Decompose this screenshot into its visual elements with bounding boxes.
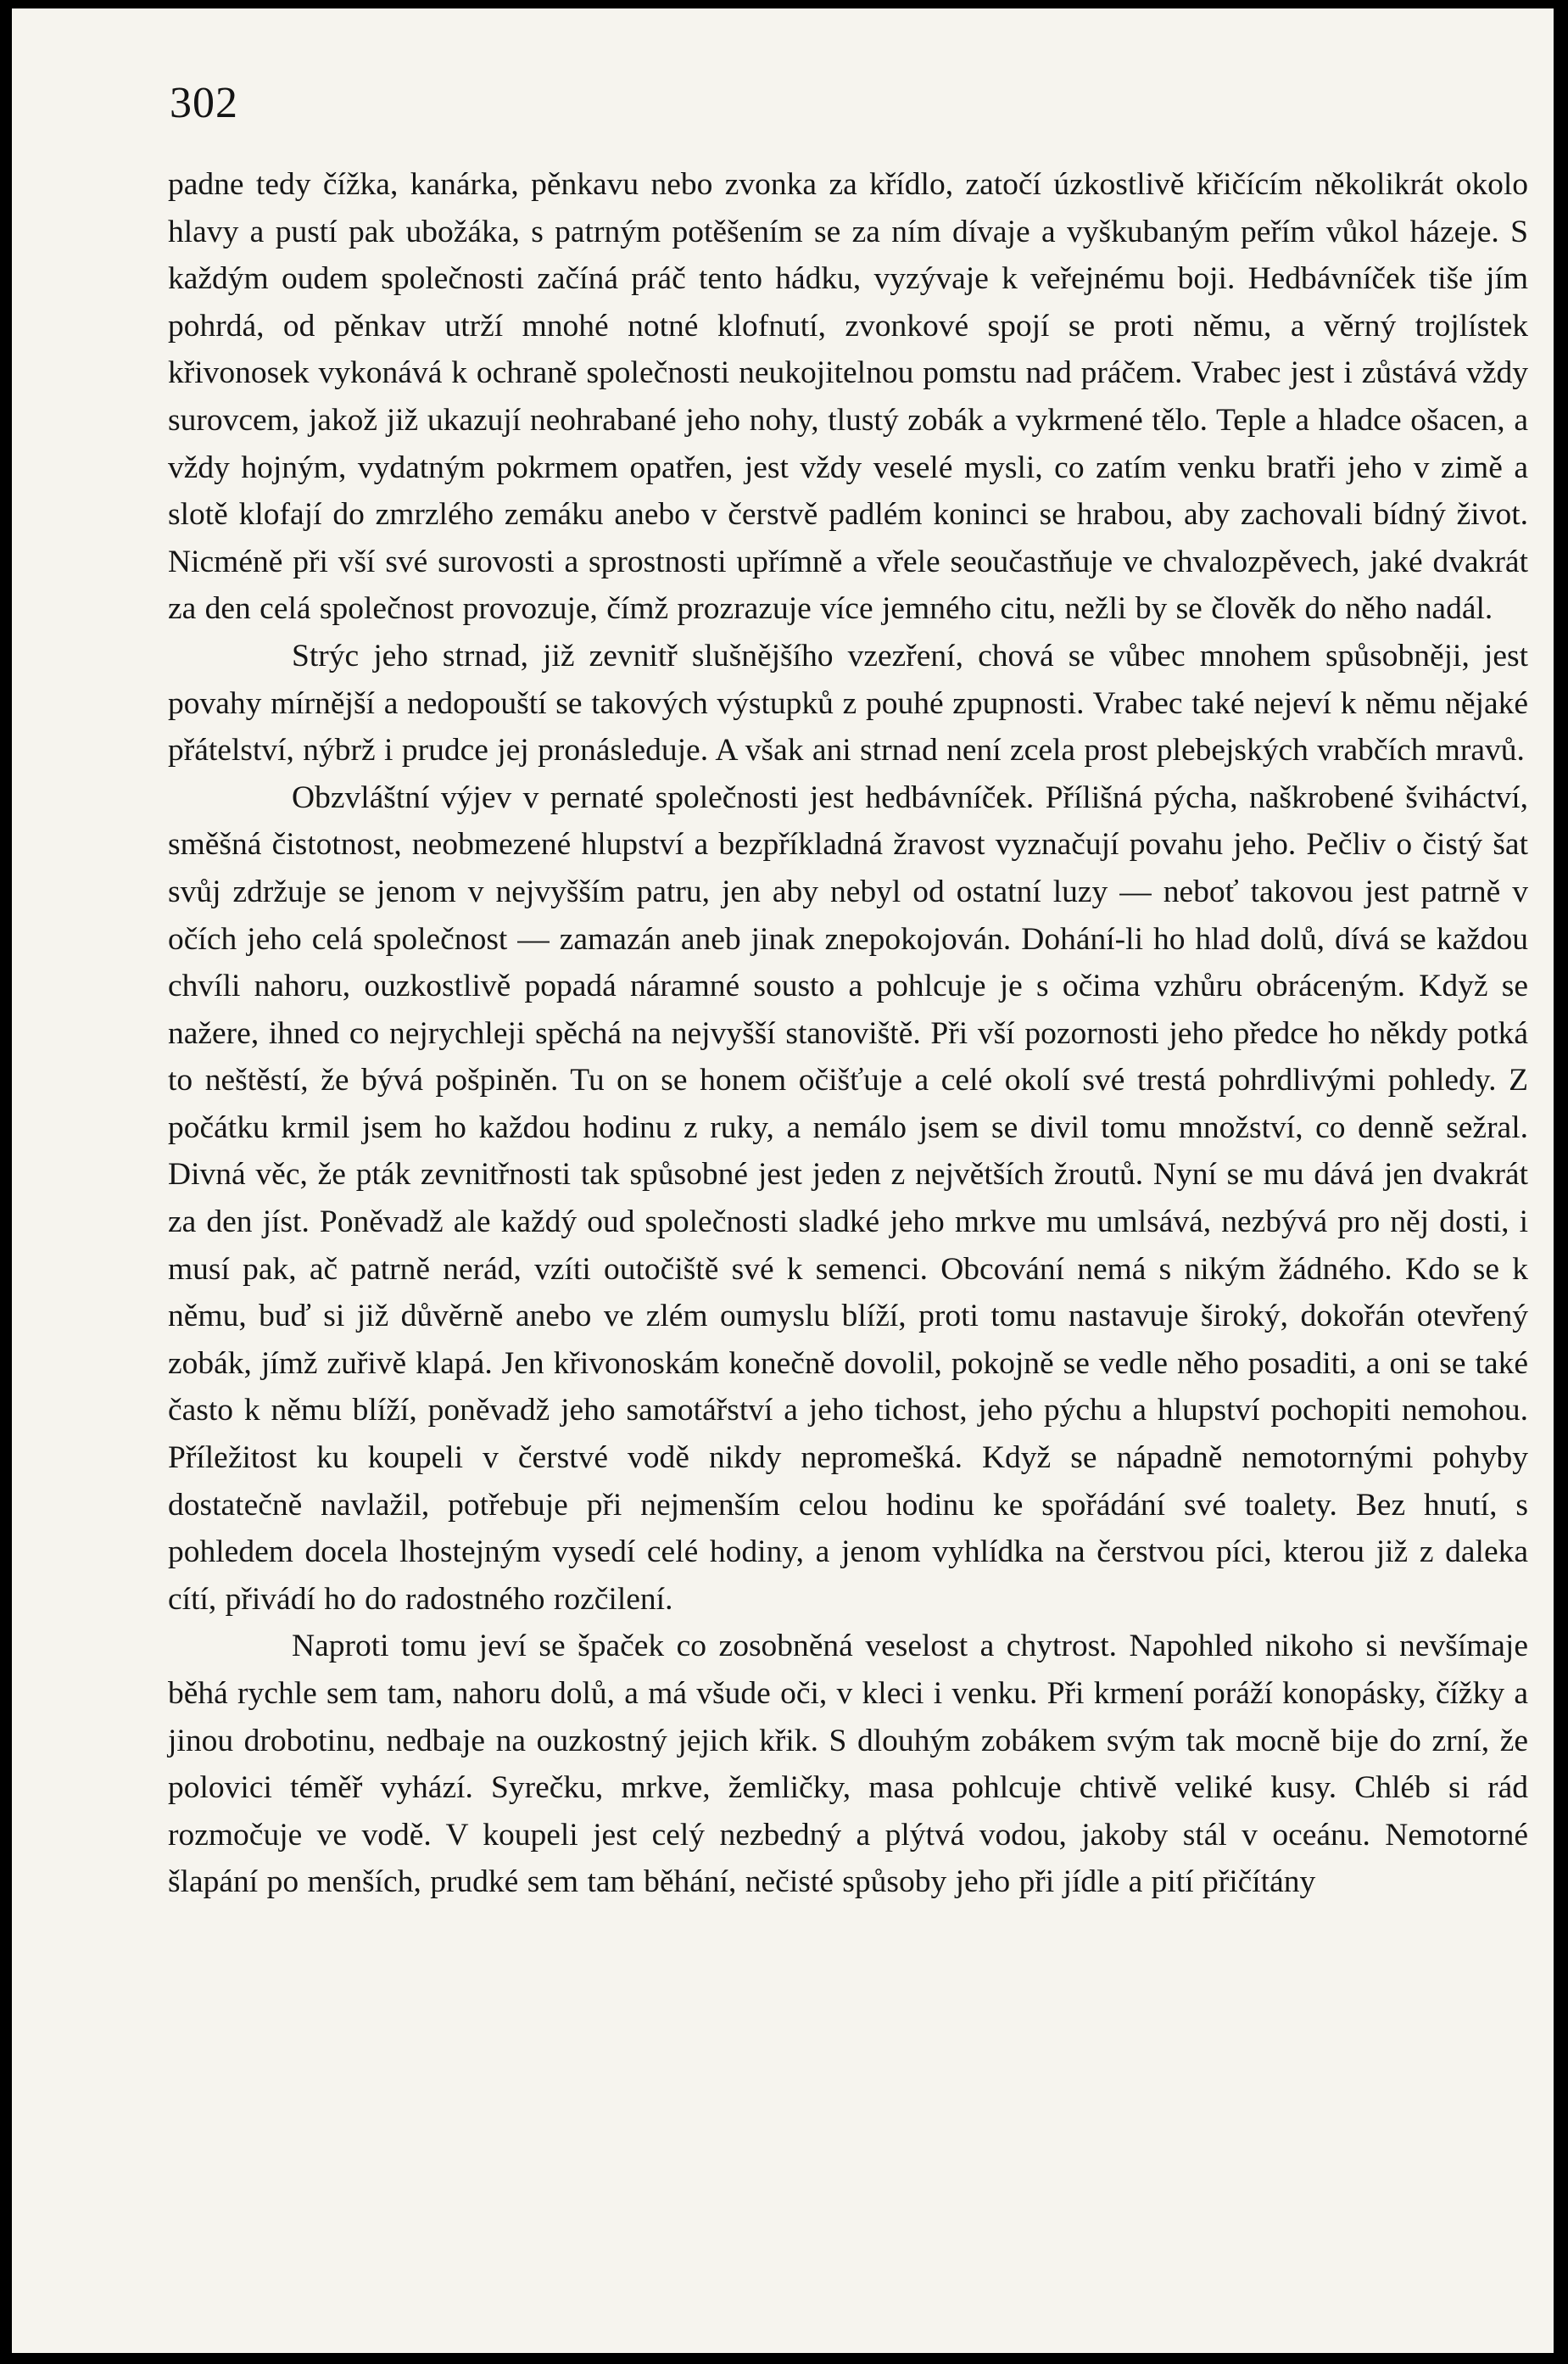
body-text [168, 161, 1528, 1906]
page-number: 302 [170, 79, 238, 127]
book-page [12, 8, 1554, 2353]
paragraph-2: Strýc jeho strnad, již zevnitř slušnějšího vzezření, chová se vůbec mnohem spůsobněji, jest povahy mírnější a nedopouští se takových výstupků z pouhé zpupnosti. Vrabec také nejeví k němu nějaké přátelství, nýbrž i prudce jej pronásleduje. A však ani strnad není zcela prost plebejských vrabčích mravů. [168, 638, 1528, 768]
paragraph-1: padne tedy čížka, kanárka, pěnkavu nebo zvonka za křídlo, zatočí úzkostlivě křičícím několikrát okolo hlavy a pustí pak ubožáka, s patrným potěšením se za ním dívaje a vyškubaným peřím vůkol házeje. S každým oudem společnosti začíná práč tento hádku, vyzývaje k veřejnému boji. Hedbávníček tiše jím pohrdá, od pěnkav utrží mnohé notné klofnutí, zvonkové spojí se proti němu, a věrný trojlístek křivonosek vykonává k ochraně společnosti neukojitelnou pomstu nad práčem. Vrabec jest i zůstává vždy surovcem, jakož již ukazují neohrabané jeho nohy, tlustý zobák a vykrmené tělo. Teple a hladce ošacen, a vždy hojným, vydatným pokrmem opatřen, jest vždy veselé mysli, co zatím venku bratři jeho v zimě a slotě klofají do zmrzlého zemáku anebo v čerstvě padlém koninci se hrabou, aby zachovali bídný život. Nicméně při vší své surovosti a sprostnosti upřímně a vřele seoučastňuje ve chvalozpěvech, jaké dvakrát za den celá společnost provozuje, čímž prozrazuje více jemného citu, nežli by se člověk do něho nadál. [168, 167, 1528, 627]
paragraph-4: Naproti tomu jeví se špaček co zosobněná veselost a chytrost. Napohled nikoho si nevšímaje běhá rychle sem tam, nahoru dolů, a má všude oči, v kleci i venku. Při krmení poráží konopásky, čížky a jinou drobotinu, nedbaje na ouzkostný jejich křik. S dlouhým zobákem svým tak mocně bije do zrní, že polovici téměř vyhází. Syrečku, mrkve, žemličky, masa pohlcuje chtivě veliké kusy. Chléb si rád rozmočuje ve vodě. V koupeli jest celý nezbedný a plýtvá vodou, jakoby stál v oceánu. Nemotorné šlapání po menších, prudké sem tam běhání, nečisté spůsoby jeho při jídle a pití přičítány [168, 1629, 1528, 1900]
paragraph-3: Obzvláštní výjev v pernaté společnosti jest hedbávníček. Přílišná pýcha, naškrobené šviháctví, směšná čistotnost, neobmezené hlupství a bezpříkladná žravost vyznačují povahu jeho. Pečliv o čistý šat svůj zdržuje se jenom v nejvyšším patru, jen aby nebyl od ostatní luzy — neboť takovou jest patrně v očích jeho celá společnost — zamazán aneb jinak znepokojován. Dohání-li ho hlad dolů, dívá se každou chvíli nahoru, ouzkostlivě popadá náramné sousto a pohlcuje je s očima vzhůru obráceným. Když se nažere, ihned co nejrychleji spěchá na nejvyšší stanoviště. Při vší pozornosti jeho předce ho někdy potká to neštěstí, že bývá pošpiněn. Tu on se honem očišťuje a celé okolí své trestá pohrdlivými pohledy. Z počátku krmil jsem ho každou hodinu z ruky, a nemálo jsem se divil tomu množství, co denně sežral. Divná věc, že pták zevnitřnosti tak spůsobné jest jeden z největších žroutů. Nyní se mu dává jen dvakrát za den jíst. Poněvadž ale každý oud společnosti sladké jeho mrkve mu umlsává, nezbývá pro něj dosti, i musí pak, ač patrně nerád, vzíti outočiště své k semenci. Obcování nemá s nikým žádného. Kdo se k němu, buď si již důvěrně anebo ve zlém oumyslu blíží, proti tomu nastavuje široký, dokořán otevřený zobák, jímž zuřivě klapá. Jen křivonoskám konečně dovolil, pokojně se vedle něho posaditi, a oni se také často k němu blíží, poněvadž jeho samotářství a jeho tichost, jeho pýchu a hlupství pochopiti nemohou. Příležitost ku koupeli v čerstvé vodě nikdy nepromešká. Když se nápadně nemotornými pohyby dostatečně navlažil, potřebuje při nejmenším celou hodinu ke spořádání své toalety. Bez hnutí, s pohledem docela lhostejným vysedí celé hodiny, a jenom vyhlídka na čerstvou píci, kterou již z daleka cítí, přivádí ho do radostného rozčilení. [168, 780, 1528, 1617]
